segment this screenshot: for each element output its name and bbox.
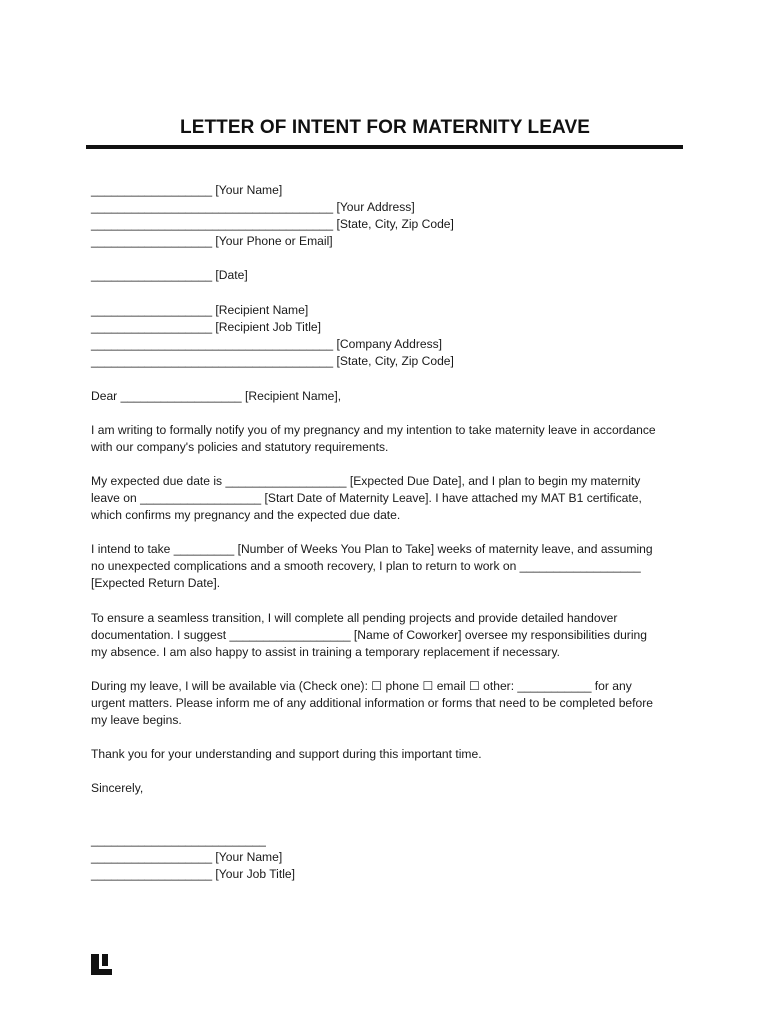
- letter-date: __________________ [Date]: [91, 268, 248, 282]
- paragraph-line: I am writing to formally notify you of my pregnancy and my intention to take maternity leave in accordance: [91, 423, 656, 437]
- title-rule: [86, 145, 683, 149]
- paragraph-line: no unexpected complications and a smooth recovery, I plan to return to work on __________________: [91, 559, 641, 573]
- recipient-city-state-zip: ____________________________________ [State, City, Zip Code]: [91, 354, 454, 368]
- paragraph-line: During my leave, I will be available via (Check one): ☐ phone ☐ email ☐ other: ___________ for any: [91, 679, 632, 693]
- closing: Sincerely,: [91, 781, 144, 795]
- sender-city-state-zip: ____________________________________ [State, City, Zip Code]: [91, 217, 454, 231]
- sender-name: __________________ [Your Name]: [91, 183, 283, 197]
- paragraph-line: I intend to take _________ [Number of Weeks You Plan to Take] weeks of maternity leave, and assuming: [91, 542, 653, 556]
- paragraph-line: urgent matters. Please inform me of any additional information or forms that need to be completed before: [91, 696, 653, 710]
- paragraph-line: Thank you for your understanding and support during this important time.: [91, 747, 482, 761]
- brand-logo-icon: [91, 954, 112, 975]
- recipient-job-title: __________________ [Recipient Job Title]: [91, 320, 321, 334]
- signature-line: __________________________: [91, 833, 266, 847]
- document-title: LETTER OF INTENT FOR MATERNITY LEAVE: [180, 117, 590, 138]
- paragraph-line: my absence. I am also happy to assist in training a temporary replacement if necessary.: [91, 645, 560, 659]
- paragraph-line: leave on __________________ [Start Date of Maternity Leave]. I have attached my MAT B1 certificate,: [91, 491, 642, 505]
- signature-job-title: __________________ [Your Job Title]: [91, 867, 295, 881]
- paragraph-line: [Expected Return Date].: [91, 576, 221, 590]
- signature-name: __________________ [Your Name]: [91, 850, 283, 864]
- paragraph-line: with our company's policies and statutory requirements.: [91, 440, 389, 454]
- paragraph-line: documentation. I suggest __________________ [Name of Coworker] oversee my responsibilities during: [91, 628, 647, 642]
- sender-phone-email: __________________ [Your Phone or Email]: [91, 234, 333, 248]
- paragraph-line: To ensure a seamless transition, I will complete all pending projects and provide detailed handover: [91, 611, 618, 625]
- recipient-name: __________________ [Recipient Name]: [91, 303, 309, 317]
- sender-address: ____________________________________ [Your Address]: [91, 200, 415, 214]
- recipient-company-address: ____________________________________ [Company Address]: [91, 337, 443, 351]
- paragraph-line: My expected due date is __________________ [Expected Due Date], and I plan to begin my maternity: [91, 474, 641, 488]
- salutation: Dear __________________ [Recipient Name],: [91, 389, 342, 403]
- paragraph-line: my leave begins.: [91, 713, 182, 727]
- paragraph-line: which confirms my pregnancy and the expected due date.: [91, 508, 401, 522]
